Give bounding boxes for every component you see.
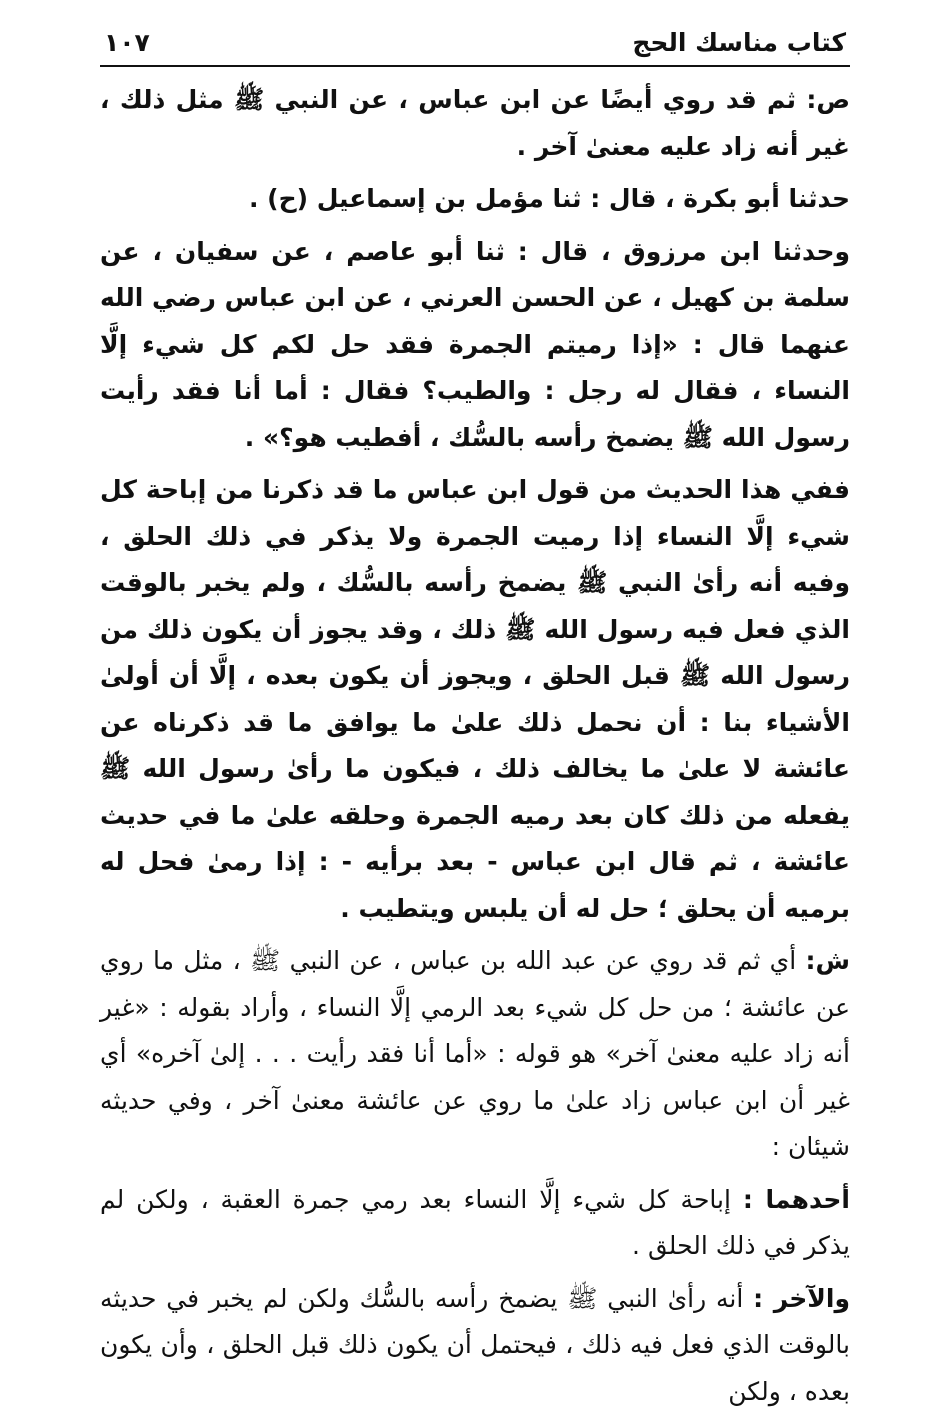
paragraph-text: إباحة كل شيء إلَّا النساء بعد رمي جمرة العقبة ، ولكن لم يذكر في ذلك الحلق . — [100, 1185, 850, 1261]
page-number: ١٠٧ — [104, 28, 150, 57]
paragraph-text: أي ثم قد روي عن عبد الله بن عباس ، عن النبي ﷺ ، مثل ما روي عن عائشة ؛ من حل كل شيء بعد الرمي إلَّا النساء ، وأراد بقوله : «غير أنه زاد عليه معنىٰ آخر» هو قوله : «أما أنا فقد رأيت . . . إلىٰ آخره» أي غير أن ابن عباس زاد علىٰ ما روي عن عائشة معنىٰ آخر ، وفي حديثه شيئان : — [100, 946, 850, 1161]
paragraph-lead: والآخر : — [753, 1284, 850, 1313]
paragraph — [100, 467, 850, 932]
book-title: كتاب مناسك الحج — [632, 28, 846, 57]
paragraph — [100, 1276, 850, 1415]
paragraph — [100, 938, 850, 1171]
paragraph — [100, 77, 850, 170]
paragraph — [100, 176, 850, 223]
paragraph-lead: ش: — [806, 946, 851, 975]
paragraph-text: حدثنا أبو بكرة ، قال : ثنا مؤمل بن إسماعيل (ح) . — [249, 184, 850, 213]
paragraph-text: ص: ثم قد روي أيضًا عن ابن عباس ، عن النبي ﷺ مثل ذلك ، غير أنه زاد عليه معنىٰ آخر . — [100, 85, 850, 161]
page-body — [100, 77, 850, 1415]
paragraph-lead: أحدهما : — [743, 1185, 850, 1214]
paragraph-text: وحدثنا ابن مرزوق ، قال : ثنا أبو عاصم ، عن سفيان ، عن سلمة بن كهيل ، عن الحسن العرني ، عن ابن عباس رضي الله عنهما قال : «إذا رميتم الجمرة فقد حل لكم كل شيء إلَّا النساء ، فقال له رجل : والطيب؟ فقال : أما أنا فقد رأيت رسول الله ﷺ يضمخ رأسه بالسُّك ، أفطيب هو؟» . — [100, 237, 850, 452]
paragraph-text: ففي هذا الحديث من قول ابن عباس ما قد ذكرنا من إباحة كل شيء إلَّا النساء إذا رميت الجمرة ولا يذكر في ذلك الحلق ، وفيه أنه رأىٰ النبي ﷺ يضمخ رأسه بالسُّك ، ولم يخبر بالوقت الذي فعل فيه رسول الله ﷺ ذلك ، وقد يجوز أن يكون ذلك من رسول الله ﷺ قبل الحلق ، ويجوز أن يكون بعده ، إلَّا أن أولىٰ الأشياء بنا : أن نحمل ذلك علىٰ ما يوافق ما قد ذكرناه عن عائشة لا علىٰ ما يخالف ذلك ، فيكون ما رأىٰ رسول الله ﷺ يفعله من ذلك كان بعد رميه الجمرة وحلقه علىٰ ما في حديث عائشة ، ثم قال ابن عباس - بعد برأيه - : إذا رمىٰ فحل له برميه أن يحلق ؛ حل له أن يلبس ويتطيب . — [100, 475, 850, 923]
paragraph — [100, 1177, 850, 1270]
paragraph-text: أنه رأىٰ النبي ﷺ يضمخ رأسه بالسُّك ولكن لم يخبر في حديثه بالوقت الذي فعل فيه ذلك ، فيحتمل أن يكون ذلك قبل الحلق ، وأن يكون بعده ، ولكن — [100, 1284, 850, 1406]
page-header — [100, 28, 850, 67]
paragraph — [100, 229, 850, 462]
